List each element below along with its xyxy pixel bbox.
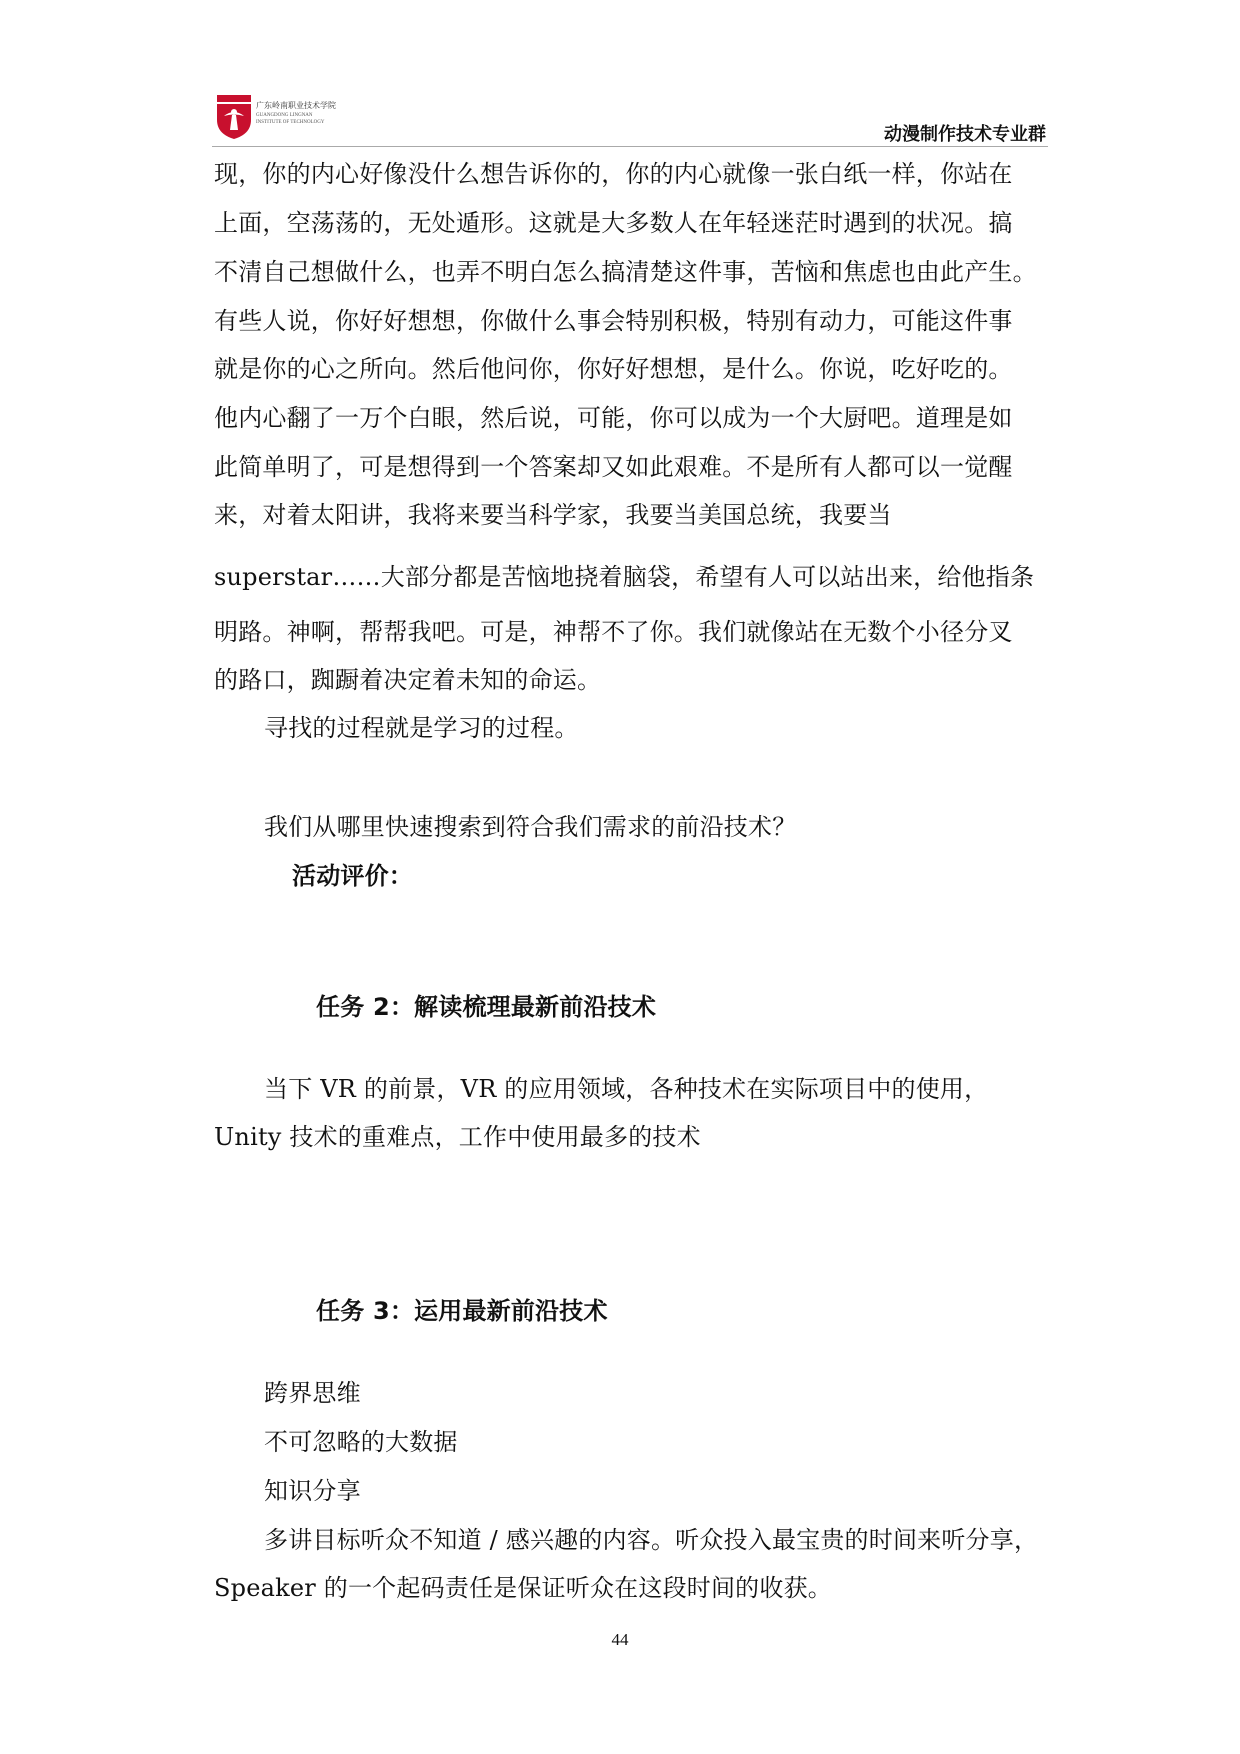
- header-divider: [212, 146, 1048, 147]
- task3-paragraph: 多讲目标听众不知道 / 感兴趣的内容。听众投入最宝贵的时间来听分享，: [264, 1526, 1039, 1554]
- body-line: 就是你的心之所向。然后他问你，你好好想想，是什么。你说，吃好吃的。: [214, 355, 1013, 383]
- question-paragraph: 我们从哪里快速搜索到符合我们需求的前沿技术？: [264, 813, 797, 841]
- body-line: 来，对着太阳讲，我将来要当科学家，我要当美国总统，我要当: [214, 501, 892, 529]
- body-line: 现，你的内心好像没什么想告诉你的，你的内心就像一张白纸一样，你站在: [214, 160, 1013, 188]
- body-line: 有些人说，你好好想想，你做什么事会特别积极，特别有动力，可能这件事: [214, 307, 1013, 335]
- header-title: 动漫制作技术专业群: [884, 124, 1046, 145]
- logo-english-name: [256, 112, 325, 126]
- school-emblem-icon: [216, 94, 252, 140]
- task3-item: 不可忽略的大数据: [264, 1428, 458, 1456]
- school-logo: [216, 94, 356, 142]
- logo-chinese-name: 广东岭南职业技术学院: [256, 101, 336, 110]
- body-line: 上面，空荡荡的，无处遁形。这就是大多数人在年轻迷茫时遇到的状况。搞: [214, 209, 1013, 237]
- logo-english-line-1: GUANGDONG LINGNAN: [256, 113, 313, 118]
- body-line: 明路。神啊，帮帮我吧。可是，神帮不了你。我们就像站在无数个小径分叉: [214, 618, 1013, 646]
- activity-evaluation-heading: 活动评价：: [292, 862, 413, 890]
- task3-heading: 任务 3：运用最新前沿技术: [316, 1297, 608, 1325]
- body-line: superstar……大部分都是苦恼地挠着脑袋，希望有人可以站出来，给他指条: [214, 563, 1035, 591]
- body-line: 的路口，踟蹰着决定着未知的命运。: [214, 666, 602, 694]
- logo-english-line-2: INSTITUTE OF TECHNOLOGY: [256, 120, 325, 125]
- task2-heading: 任务 2：解读梳理最新前沿技术: [316, 993, 657, 1021]
- task2-line: Unity 技术的重难点，工作中使用最多的技术: [214, 1123, 701, 1151]
- page-number: 44: [611, 1630, 629, 1649]
- task3-paragraph: Speaker 的一个起码责任是保证听众在这段时间的收获。: [214, 1574, 832, 1602]
- task3-item: 知识分享: [264, 1477, 361, 1505]
- body-line: 他内心翻了一万个白眼，然后说，可能，你可以成为一个大厨吧。道理是如: [214, 404, 1013, 432]
- search-process-paragraph: 寻找的过程就是学习的过程。: [264, 714, 579, 742]
- task3-item: 跨界思维: [264, 1379, 361, 1407]
- body-line: 此简单明了，可是想得到一个答案却又如此艰难。不是所有人都可以一觉醒: [214, 453, 1013, 481]
- task2-line: 当下 VR 的前景，VR 的应用领域，各种技术在实际项目中的使用，: [264, 1075, 989, 1103]
- body-line: 不清自己想做什么，也弄不明白怎么搞清楚这件事，苦恼和焦虑也由此产生。: [214, 258, 1037, 286]
